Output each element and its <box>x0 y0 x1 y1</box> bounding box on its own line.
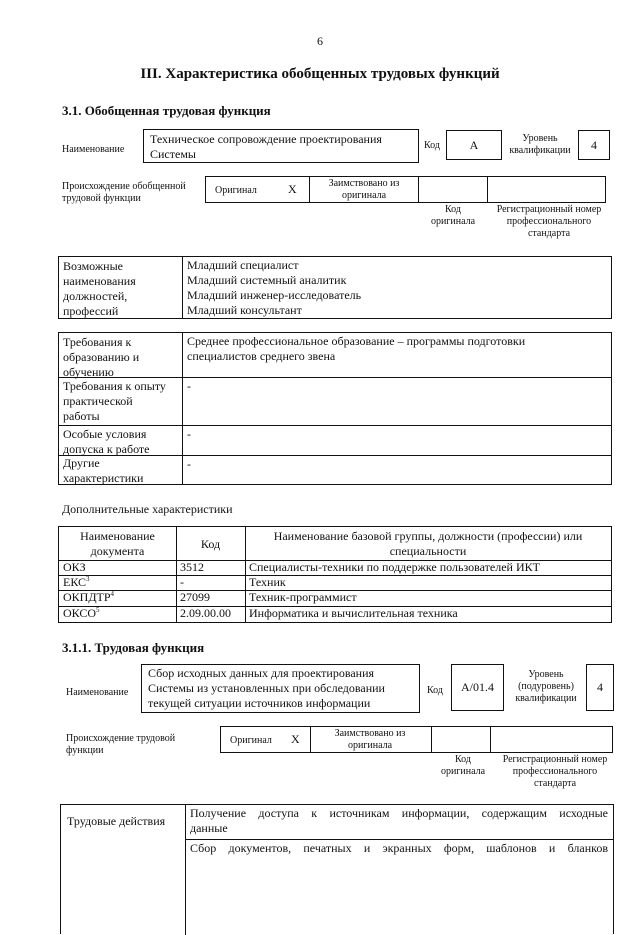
row-doc: ОКЗ <box>63 560 86 574</box>
req-experience-value: - <box>187 379 191 393</box>
gtf-reg-1: Регистрационный номер <box>496 204 602 215</box>
row-doc: ЕКС <box>63 575 87 589</box>
row-name: Техник-программист <box>249 590 357 604</box>
row-code: 27099 <box>180 590 210 604</box>
gtf-code-value: А <box>446 130 502 160</box>
req-experience-label-1: Требования к опыту <box>63 379 166 393</box>
position-item: Младший системный аналитик <box>187 273 347 287</box>
tf-reg-3: стандарта <box>533 778 577 789</box>
positions-label <box>63 259 136 319</box>
actions-label: Трудовые действия <box>67 814 166 828</box>
tf-name-box <box>141 664 420 713</box>
tf-code-value: А/01.4 <box>451 664 504 711</box>
gtf-level-label <box>500 133 580 157</box>
positions-table <box>58 256 612 319</box>
req-education-value <box>187 334 525 364</box>
req-experience-label-3: работы <box>63 409 100 423</box>
gtf-code-label: Код <box>424 140 440 151</box>
req-education-label-2: образованию и <box>63 350 140 364</box>
gtf-name-line1: Техническое сопровождение проектирования <box>150 132 382 146</box>
special-conditions-label <box>63 427 150 457</box>
gtf-reg-2: профессионального <box>506 216 592 227</box>
tf-reg-number <box>492 754 618 790</box>
tf-borrowed-label <box>311 728 429 752</box>
gtf-code-original <box>418 204 488 228</box>
page-number: 6 <box>317 34 323 48</box>
special-conditions-value: - <box>187 427 191 441</box>
req-education-label-3: обучению <box>63 365 114 379</box>
tf-name-line1: Сбор исходных данных для проектирования <box>148 666 375 680</box>
col-name-header-1: Наименование базовой группы, должности (профессии) или <box>273 529 583 543</box>
special-conditions-label-1: Особые условия <box>63 427 147 441</box>
gtf-origin-table <box>205 176 606 203</box>
gtf-origin-label <box>62 181 186 205</box>
tf-borrowed-label-2: оригинала <box>347 740 393 751</box>
row-doc: ОКПДТР <box>63 590 111 604</box>
position-item: Младший инженер-исследователь <box>187 288 362 302</box>
req-education-label <box>63 335 139 380</box>
tf-level-label-1: Уровень <box>528 669 564 680</box>
action-1-line2: данные <box>190 821 228 835</box>
gtf-borrowed-label <box>310 178 418 202</box>
tf-name-label: Наименование <box>66 687 129 698</box>
tf-level-label <box>506 669 586 705</box>
tf-level-value: 4 <box>586 664 614 711</box>
action-item <box>190 841 608 856</box>
row-name: Специалисты-техники по поддержке пользователей ИКТ <box>249 560 540 574</box>
tf-level-label-2: (подуровень) <box>518 681 574 692</box>
action-1-line1: Получение доступа к источникам информации, содержащим исходные <box>190 806 608 820</box>
col-name-header <box>245 529 611 559</box>
table-row-doc <box>63 575 90 590</box>
table-row-doc <box>63 606 100 621</box>
row-footnote: 4 <box>110 590 115 598</box>
positions-label-3: должностей, <box>63 289 128 303</box>
req-experience-label <box>63 379 166 424</box>
gtf-origin-label-2: трудовой функции <box>62 193 141 204</box>
tf-origin-table <box>220 726 613 753</box>
gtf-heading: 3.1. Обобщенная трудовая функция <box>62 103 271 118</box>
positions-label-2: наименования <box>63 274 136 288</box>
req-education-value-2: специалистов среднего звена <box>187 349 336 363</box>
tf-reg-1: Регистрационный номер <box>502 754 608 765</box>
tf-borrowed-label-1: Заимствовано из <box>334 728 406 739</box>
position-item: Младший консультант <box>187 303 302 317</box>
gtf-borrowed-label-2: оригинала <box>341 190 387 201</box>
other-label-2: характеристики <box>63 471 144 485</box>
col-doc-header <box>59 529 176 559</box>
gtf-borrowed-label-1: Заимствовано из <box>328 178 400 189</box>
positions-label-4: профессий <box>63 304 119 318</box>
action-item <box>190 806 608 836</box>
req-education-label-1: Требования к <box>63 335 132 349</box>
requirements-table <box>58 332 612 485</box>
row-code: - <box>180 575 184 589</box>
labor-actions-table <box>60 804 614 934</box>
col-code-header: Код <box>200 537 221 551</box>
gtf-name-line2: Системы <box>150 147 196 161</box>
positions-label-1: Возможные <box>63 259 123 273</box>
row-footnote: 3 <box>86 575 90 583</box>
col-name-header-2: специальности <box>389 544 467 558</box>
gtf-origin-label-1: Происхождение обобщенной <box>62 181 186 192</box>
tf-reg-2: профессионального <box>512 766 598 777</box>
req-education-value-1: Среднее профессиональное образование – программы подготовки <box>187 334 526 348</box>
col-doc-header-1: Наименование <box>80 529 155 543</box>
tf-origin-label-2: функции <box>66 745 104 756</box>
tf-original-label: Оригинал <box>230 735 272 746</box>
row-name: Информатика и вычислительная техника <box>249 606 458 620</box>
row-doc: ОКСО <box>63 606 97 620</box>
tf-name-line2: Системы из установленных при обследовании <box>148 681 385 695</box>
row-code: 3512 <box>180 560 204 574</box>
other-value: - <box>187 457 191 471</box>
tf-name-text <box>148 666 385 711</box>
gtf-name-box <box>143 129 419 163</box>
action-2-line1: Сбор документов, печатных и экранных форм, шаблонов и бланков <box>190 841 608 855</box>
row-name: Техник <box>249 575 286 589</box>
gtf-level-label-2: квалификации <box>509 145 571 156</box>
gtf-code-original-2: оригинала <box>430 216 476 227</box>
section-title: III. Характеристика обобщенных трудовых функций <box>140 66 500 82</box>
special-conditions-label-2: допуска к работе <box>63 442 150 456</box>
positions-list <box>187 258 361 318</box>
other-label <box>63 456 143 486</box>
tf-name-line3: текущей ситуации источников информации <box>148 696 371 710</box>
tf-heading: 3.1.1. Трудовая функция <box>62 640 205 655</box>
table-row-doc <box>63 560 86 575</box>
tf-original-mark: X <box>291 732 300 746</box>
additional-heading: Дополнительные характеристики <box>62 502 233 516</box>
tf-code-label: Код <box>427 685 443 696</box>
other-label-1: Другие <box>63 456 100 470</box>
gtf-level-value: 4 <box>578 130 610 160</box>
row-footnote: 5 <box>96 606 100 614</box>
position-item: Младший специалист <box>187 258 299 272</box>
gtf-reg-3: стандарта <box>527 228 571 239</box>
additional-table <box>58 526 612 623</box>
tf-level-label-3: квалификации <box>515 693 577 704</box>
table-row-doc <box>63 590 114 605</box>
gtf-original-mark: X <box>288 182 297 196</box>
tf-origin-label <box>66 733 175 757</box>
gtf-original-label: Оригинал <box>215 185 257 196</box>
gtf-level-label-1: Уровень <box>522 133 558 144</box>
gtf-code-original-1: Код <box>445 204 461 215</box>
tf-code-original <box>428 754 498 778</box>
col-doc-header-2: документа <box>90 544 145 558</box>
req-experience-label-2: практической <box>63 394 133 408</box>
row-code: 2.09.00.00 <box>180 606 231 620</box>
tf-code-original-1: Код <box>455 754 471 765</box>
gtf-reg-number <box>486 204 612 240</box>
tf-code-original-2: оригинала <box>440 766 486 777</box>
gtf-name-label: Наименование <box>62 144 125 155</box>
tf-origin-label-1: Происхождение трудовой <box>66 733 176 744</box>
